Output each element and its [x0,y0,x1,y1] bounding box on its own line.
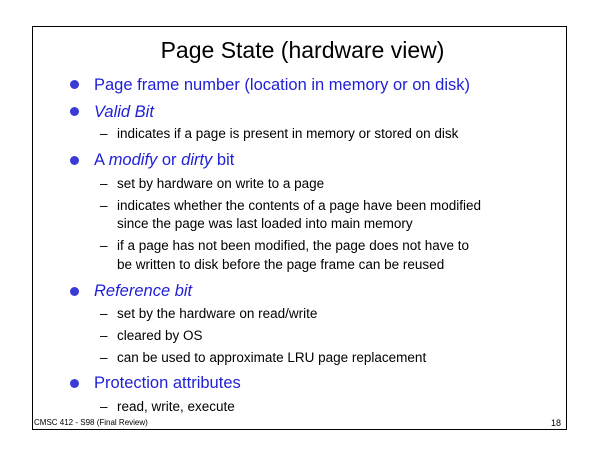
bullet-modify-dirty-bit [94,150,234,170]
sub-dash: – [100,238,108,253]
sub-dash: – [100,328,108,343]
sub-dirty-2-cont: since the page was last loaded into main memory [117,216,413,231]
sub-dirty-2: indicates whether the contents of a page have been modified [117,198,481,213]
sub-dash: – [100,350,108,365]
bullet-protection-attributes: Protection attributes [94,374,241,392]
sub-dash: – [100,306,108,321]
bullet-dot [70,156,79,165]
slide-title: Page State (hardware view) [160,37,445,63]
sub-protection-1: read, write, execute [117,399,235,414]
bullet-modify-suffix: bit [212,151,235,169]
sub-reference-1: set by the hardware on read/write [117,306,318,321]
bullet-dot [70,379,79,388]
bullet-dirty-italic: dirty [181,151,213,169]
page-number: 18 [551,418,562,428]
sub-reference-3: can be used to approximate LRU page replacement [117,350,427,365]
sub-dash: – [100,198,108,213]
bullet-page-frame-number: Page frame number (location in memory or on disk) [94,76,470,94]
sub-dash: – [100,176,108,191]
bullet-dot [70,107,79,116]
sub-dirty-3: if a page has not been modified, the page does not have to [117,238,470,253]
sub-dash: – [100,399,108,414]
bullet-modify-italic: modify [108,151,158,169]
bullet-reference-bit: Reference bit [94,282,193,300]
sub-dash: – [100,126,108,141]
footer-course-label: CMSC 412 - S98 (Final Review) [34,418,148,427]
sub-dirty-3-cont: be written to disk before the page frame can be reused [117,257,445,272]
sub-reference-2: cleared by OS [117,328,203,343]
sub-dirty-1: set by hardware on write to a page [117,176,325,191]
bullet-modify-mid: or [157,151,182,169]
bullet-dot [70,80,79,89]
bullet-valid-bit: Valid Bit [94,103,154,121]
bullet-modify-prefix: A [94,151,109,169]
bullet-dot [70,287,79,296]
sub-valid-bit-1: indicates if a page is present in memory or stored on disk [117,126,459,141]
